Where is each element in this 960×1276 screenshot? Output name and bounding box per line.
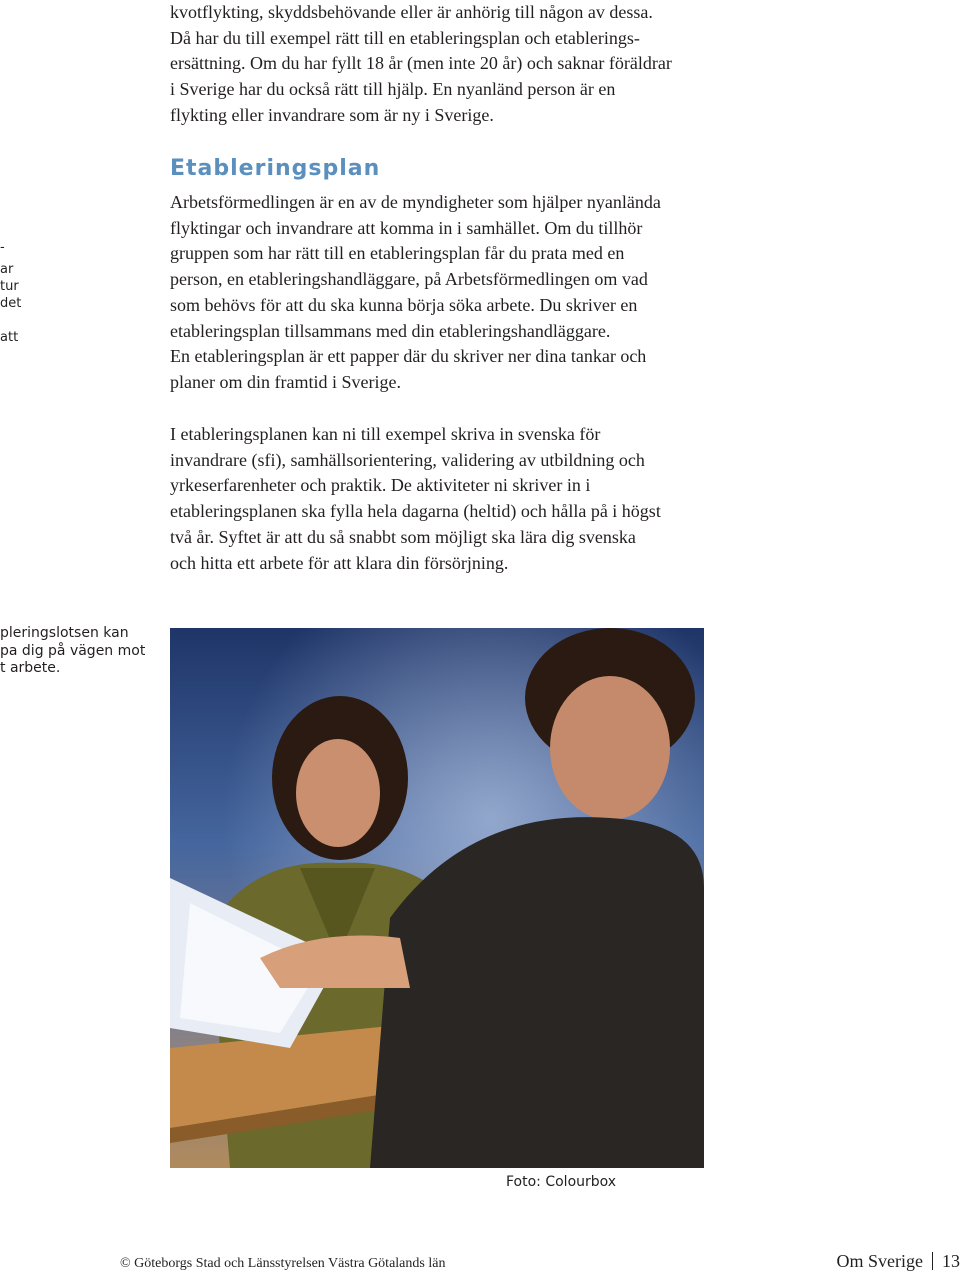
side-text-fragment: - (0, 240, 5, 255)
page-number: 13 (942, 1251, 960, 1271)
side-text-fragment: det (0, 296, 22, 311)
section-heading: Etableringsplan (170, 156, 381, 181)
text-line: t arbete. (0, 660, 61, 676)
body-paragraph-1 (170, 190, 710, 396)
text-line: två år. Syftet är att du så snabbt som möjligt ska lära dig svenska (170, 526, 636, 547)
body-paragraph-2 (170, 422, 710, 576)
text-line: En etableringsplan är ett papper där du skriver ner dina tankar och (170, 346, 647, 367)
text-line: etableringsplanen ska fylla hela dagarna (heltid) och hålla på i högst (170, 501, 661, 522)
text-line: ersättning. Om du har fyllt 18 år (men inte 20 år) och saknar föräldrar (170, 53, 672, 74)
text-line: gruppen som har rätt till en etableringsplan får du prata med en (170, 243, 625, 264)
footer-divider (932, 1252, 933, 1270)
text-line: pa dig på vägen mot (0, 642, 146, 659)
text-line: i Sverige har du också rätt till hjälp. En nyanländ person är en (170, 79, 616, 100)
text-line: planer om din framtid i Sverige. (170, 371, 401, 392)
text-line: och hitta ett arbete för att klara din försörjning. (170, 552, 509, 573)
text-line: I etableringsplanen kan ni till exempel skriva in svenska för (170, 424, 601, 444)
meeting-photo (170, 628, 704, 1168)
text-line: flykting eller invandrare som är ny i Sverige. (170, 104, 494, 125)
text-line: invandrare (sfi), samhällsorientering, validering av utbildning och (170, 449, 645, 470)
footer-page-label (837, 1251, 960, 1272)
photo-credit: Foto: Colourbox (506, 1174, 617, 1190)
text-line: Arbetsförmedlingen är en av de myndigheter som hjälper nyanlända (170, 192, 661, 212)
side-text-fragment: att (0, 330, 19, 345)
side-text-fragment: tur (0, 279, 19, 294)
text-line: pleringslotsen kan (0, 625, 129, 641)
text-line: Då har du till exempel rätt till en etableringsplan och etablerings- (170, 27, 640, 48)
footer-section-title: Om Sverige (836, 1251, 923, 1271)
text-line: etableringsplan tillsammans med din etableringshandläggare. (170, 320, 611, 341)
text-line: som behövs för att du ska kunna börja söka arbete. Du skriver en (170, 294, 638, 315)
meeting-photo-illustration (170, 628, 704, 1168)
side-caption (0, 625, 145, 678)
text-line: person, en etableringshandläggare, på Arbetsförmedlingen om vad (170, 269, 648, 290)
text-line: kvotflykting, skyddsbehövande eller är anhörig till någon av dessa. (170, 2, 653, 22)
footer-copyright: © Göteborgs Stad och Länsstyrelsen Västra Götalands län (120, 1256, 446, 1271)
side-text-fragment: ar (0, 262, 14, 277)
text-line: flyktingar och invandrare att komma in i samhället. Om du tillhör (170, 217, 643, 238)
intro-paragraph (170, 0, 710, 129)
text-line: yrkeserfarenheter och praktik. De aktiviteter ni skriver in i (170, 475, 591, 496)
